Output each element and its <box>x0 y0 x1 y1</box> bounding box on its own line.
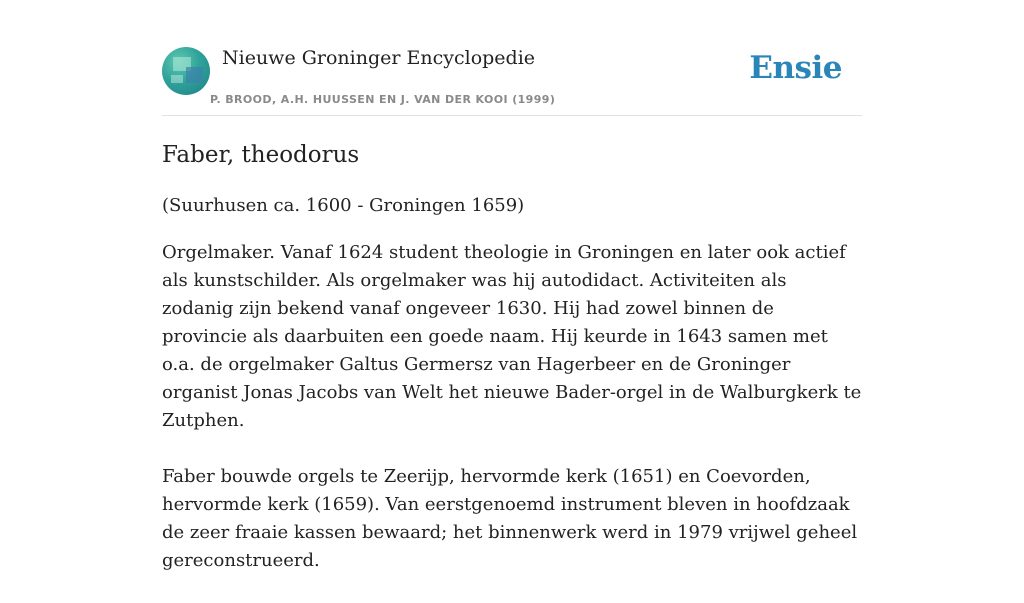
publication-title[interactable]: Nieuwe Groninger Encyclopedie <box>222 47 536 69</box>
entry-body <box>162 239 862 603</box>
avatar-block <box>171 75 183 83</box>
ensie-logo[interactable]: Ensie <box>749 50 842 86</box>
entry-paragraph: Faber bouwde orgels te Zeerijp, hervormde kerk (1651) en Coevorden, hervormde kerk (1659). Van eerstgenoemd instrument bleven in hoofdzaak de zeer fraaie kassen bewaard; het binnenwerk werd in 1979 vrijwel geheel gereconstrueerd. <box>162 466 858 571</box>
publication-authors: P. BROOD, A.H. HUUSSEN EN J. VAN DER KOOI (1999) <box>210 93 556 106</box>
page <box>162 0 862 571</box>
entry-paragraph: Orgelmaker. Vanaf 1624 student theologie in Groningen en later ook actief als kunstschilder. Als orgelmaker was hij autodidact. Activiteiten als zodanig zijn bekend vanaf ongeveer 1630. Hij had zowel binnen de provincie als daarbuiten een goede naam. Hij keurde in 1643 samen met o.a. de orgelmaker Galtus Germersz van Hagerbeer en de Groninger organist Jonas Jacobs van Welt het nieuwe Bader-orgel in de Walburgkerk te Zutphen. <box>162 242 862 431</box>
avatar-block <box>186 67 203 83</box>
publication-header <box>162 0 862 116</box>
entry-lifespan: (Suurhusen ca. 1600 - Groningen 1659) <box>162 195 525 216</box>
entry-title: Faber, theodorus <box>162 142 360 168</box>
publication-avatar[interactable] <box>162 47 210 95</box>
